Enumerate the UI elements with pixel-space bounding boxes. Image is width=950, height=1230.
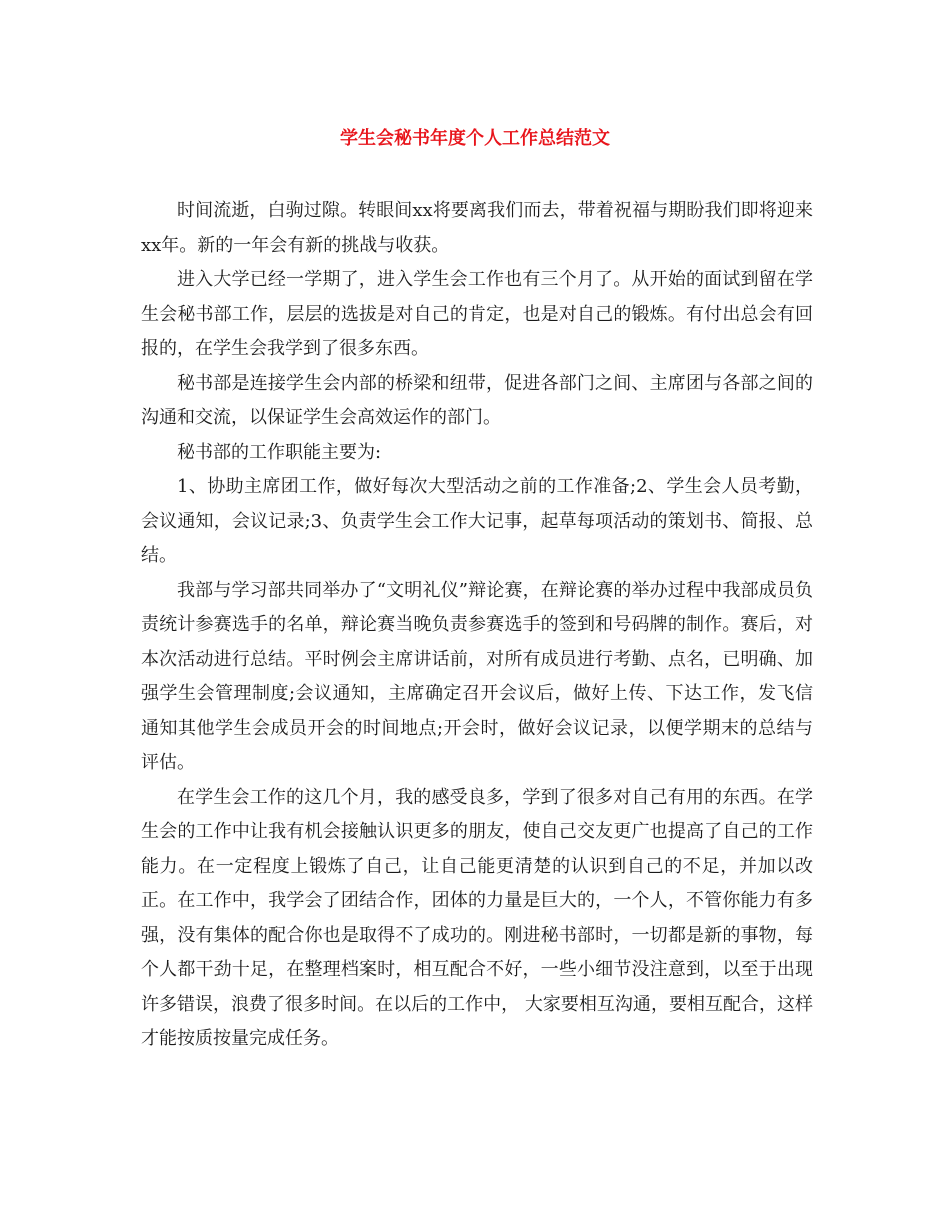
- paragraph-duties-heading: 秘书部的工作职能主要为:: [177, 441, 382, 463]
- paragraph-department-role: 秘书部是连接学生会内部的桥梁和纽带，促进各部门之间、主席团与各部之间的沟通和交流，以保证学生会高效运作的部门。: [141, 372, 813, 428]
- paragraph-reflection: 在学生会工作的这几个月，我的感受良多，学到了很多对自己有用的东西。在学生会的工作中让我有机会接触认识更多的朋友，使自己交友更广也提高了自己的工作能力。在一定程度上锻炼了自己，让自己能更清楚的认识到自己的不足，并加以改正。在工作中，我学会了团结合作，团体的力量是巨大的，一个人，不管你能力有多强，没有集体的配合你也是取得不了成功的。刚进秘书部时，一切都是新的事物，每个人都干劲十足，在整理档案时，相互配合不好，一些小细节没注意到，以至于出现许多错误，浪费了很多时间。在以后的工作中， 大家要相互沟通，要相互配合，这样才能按质按量完成任务。: [141, 786, 813, 1049]
- paragraph-duties-list: 1、协助主席团工作，做好每次大型活动之前的工作准备;2、学生会人员考勤，会议通知，会议记录;3、负责学生会工作大记事，起草每项活动的策划书、简报、总结。: [141, 476, 813, 566]
- paragraph-debate-activity: 我部与学习部共同举办了“文明礼仪”辩论赛，在辩论赛的举办过程中我部成员负责统计参赛选手的名单，辩论赛当晚负责参赛选手的签到和号码牌的制作。赛后，对本次活动进行总结。平时例会主席讲话前，对所有成员进行考勤、点名，已明确、加强学生会管理制度;会议通知，主席确定召开会议后，做好上传、下达工作，发飞信通知其他学生会成员开会的时间地点;开会时，做好会议记录，以便学期末的总结与评估。: [141, 579, 813, 773]
- paragraph-intro: 时间流逝，白驹过隙。转眼间xx将要离我们而去，带着祝福与期盼我们即将迎来xx年。新的一年会有新的挑战与收获。: [141, 200, 813, 256]
- document-title: 学生会秘书年度个人工作总结范文: [340, 128, 610, 149]
- paragraph-joining: 进入大学已经一学期了，进入学生会工作也有三个月了。从开始的面试到留在学生会秘书部工作，层层的选拔是对自己的肯定，也是对自己的锻炼。有付出总会有回报的，在学生会我学到了很多东西。: [141, 269, 813, 359]
- document-body: [141, 194, 813, 1057]
